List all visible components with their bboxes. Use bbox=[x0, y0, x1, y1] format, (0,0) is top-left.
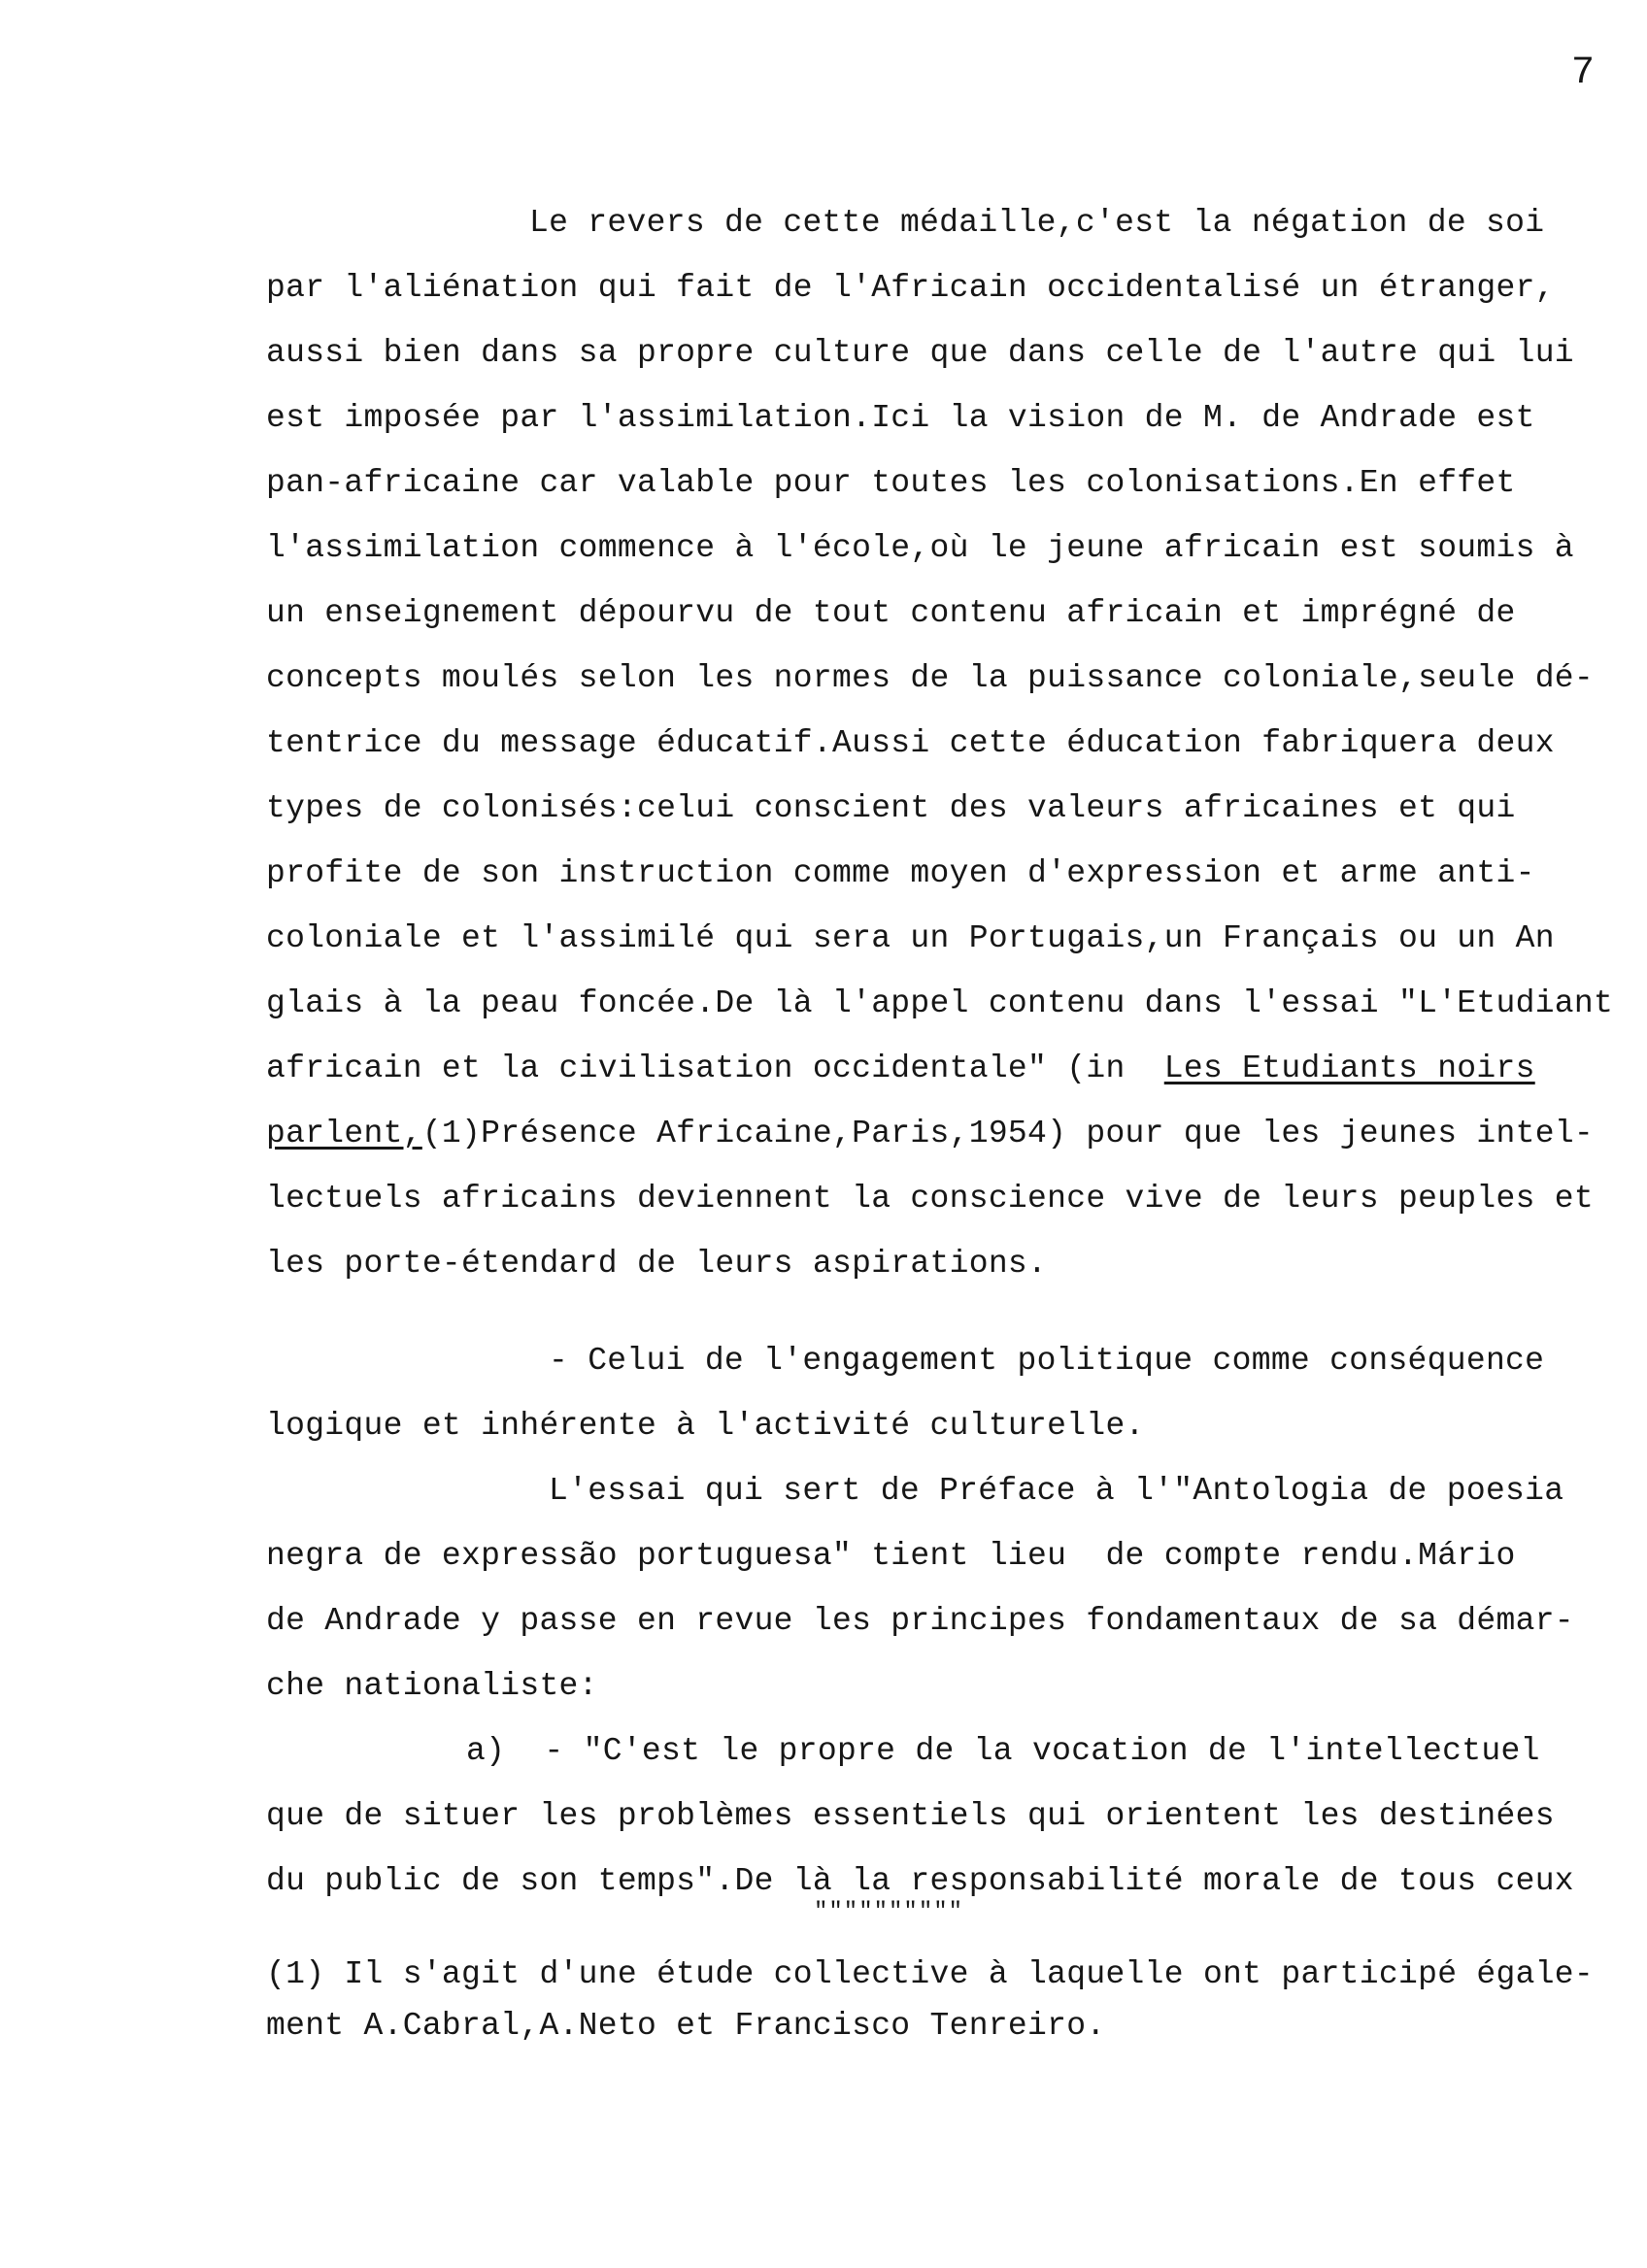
text-line bbox=[266, 1048, 1535, 1090]
text-line: profite de son instruction comme moyen d'expression et arme anti- bbox=[266, 855, 1535, 891]
text-line: coloniale et l'assimilé qui sera un Portugais,un Français ou un An bbox=[266, 920, 1555, 956]
text-line: que de situer les problèmes essentiels qui orientent les destinées bbox=[266, 1798, 1555, 1834]
text-line: logique et inhérente à l'activité culturelle. bbox=[266, 1408, 1145, 1444]
page-number: 7 bbox=[1571, 51, 1596, 95]
footnote-separator: """""""""" bbox=[814, 1899, 964, 1925]
text-line: tentrice du message éducatif.Aussi cette éducation fabriquera deux bbox=[266, 725, 1555, 761]
text-span: africain et la civilisation occidentale" (in bbox=[266, 1051, 1164, 1086]
text-line: aussi bien dans sa propre culture que dans celle de l'autre qui lui bbox=[266, 335, 1574, 371]
text-line: a) - "C'est le propre de la vocation de l'intellectuel bbox=[466, 1733, 1540, 1769]
text-line: glais à la peau foncée.De là l'appel contenu dans l'essai "L'Etudiant bbox=[266, 985, 1614, 1021]
text-line: che nationaliste: bbox=[266, 1668, 598, 1704]
text-span: (1)Présence Africaine,Paris,1954) pour que les jeunes intel- bbox=[421, 1116, 1595, 1151]
book-title: parlent, bbox=[266, 1116, 422, 1151]
text-line: est imposée par l'assimilation.Ici la vision de M. de Andrade est bbox=[266, 400, 1535, 436]
text-line: de Andrade y passe en revue les principes fondamentaux de sa démar- bbox=[266, 1603, 1574, 1639]
text-line: du public de son temps".De là la responsabilité morale de tous ceux bbox=[266, 1863, 1574, 1899]
book-title: Les Etudiants noirs bbox=[1163, 1051, 1535, 1086]
text-line: pan-africaine car valable pour toutes les colonisations.En effet bbox=[266, 465, 1516, 501]
text-line: les porte-étendard de leurs aspirations. bbox=[266, 1246, 1048, 1282]
text-line: l'assimilation commence à l'école,où le jeune africain est soumis à bbox=[266, 530, 1574, 566]
text-line: concepts moulés selon les normes de la puissance coloniale,seule dé- bbox=[266, 660, 1595, 696]
text-line: negra de expressão portuguesa" tient lieu de compte rendu.Mário bbox=[266, 1538, 1516, 1574]
text-line: types de colonisés:celui conscient des valeurs africaines et qui bbox=[266, 790, 1516, 826]
text-line: lectuels africains deviennent la conscience vive de leurs peuples et bbox=[266, 1181, 1595, 1217]
footnote-line: (1) Il s'agit d'une étude collective à laquelle ont participé égale- bbox=[266, 1956, 1595, 1992]
text-line: par l'aliénation qui fait de l'Africain occidentalisé un étranger, bbox=[266, 270, 1555, 306]
text-line: L'essai qui sert de Préface à l'"Antologia de poesia bbox=[549, 1473, 1564, 1509]
footnote-line: ment A.Cabral,A.Neto et Francisco Tenreiro. bbox=[266, 2008, 1106, 2044]
text-line: Le revers de cette médaille,c'est la négation de soi bbox=[529, 205, 1545, 241]
text-line: - Celui de l'engagement politique comme conséquence bbox=[549, 1343, 1545, 1379]
text-line bbox=[266, 1113, 1594, 1155]
text-line: un enseignement dépourvu de tout contenu africain et imprégné de bbox=[266, 595, 1516, 631]
